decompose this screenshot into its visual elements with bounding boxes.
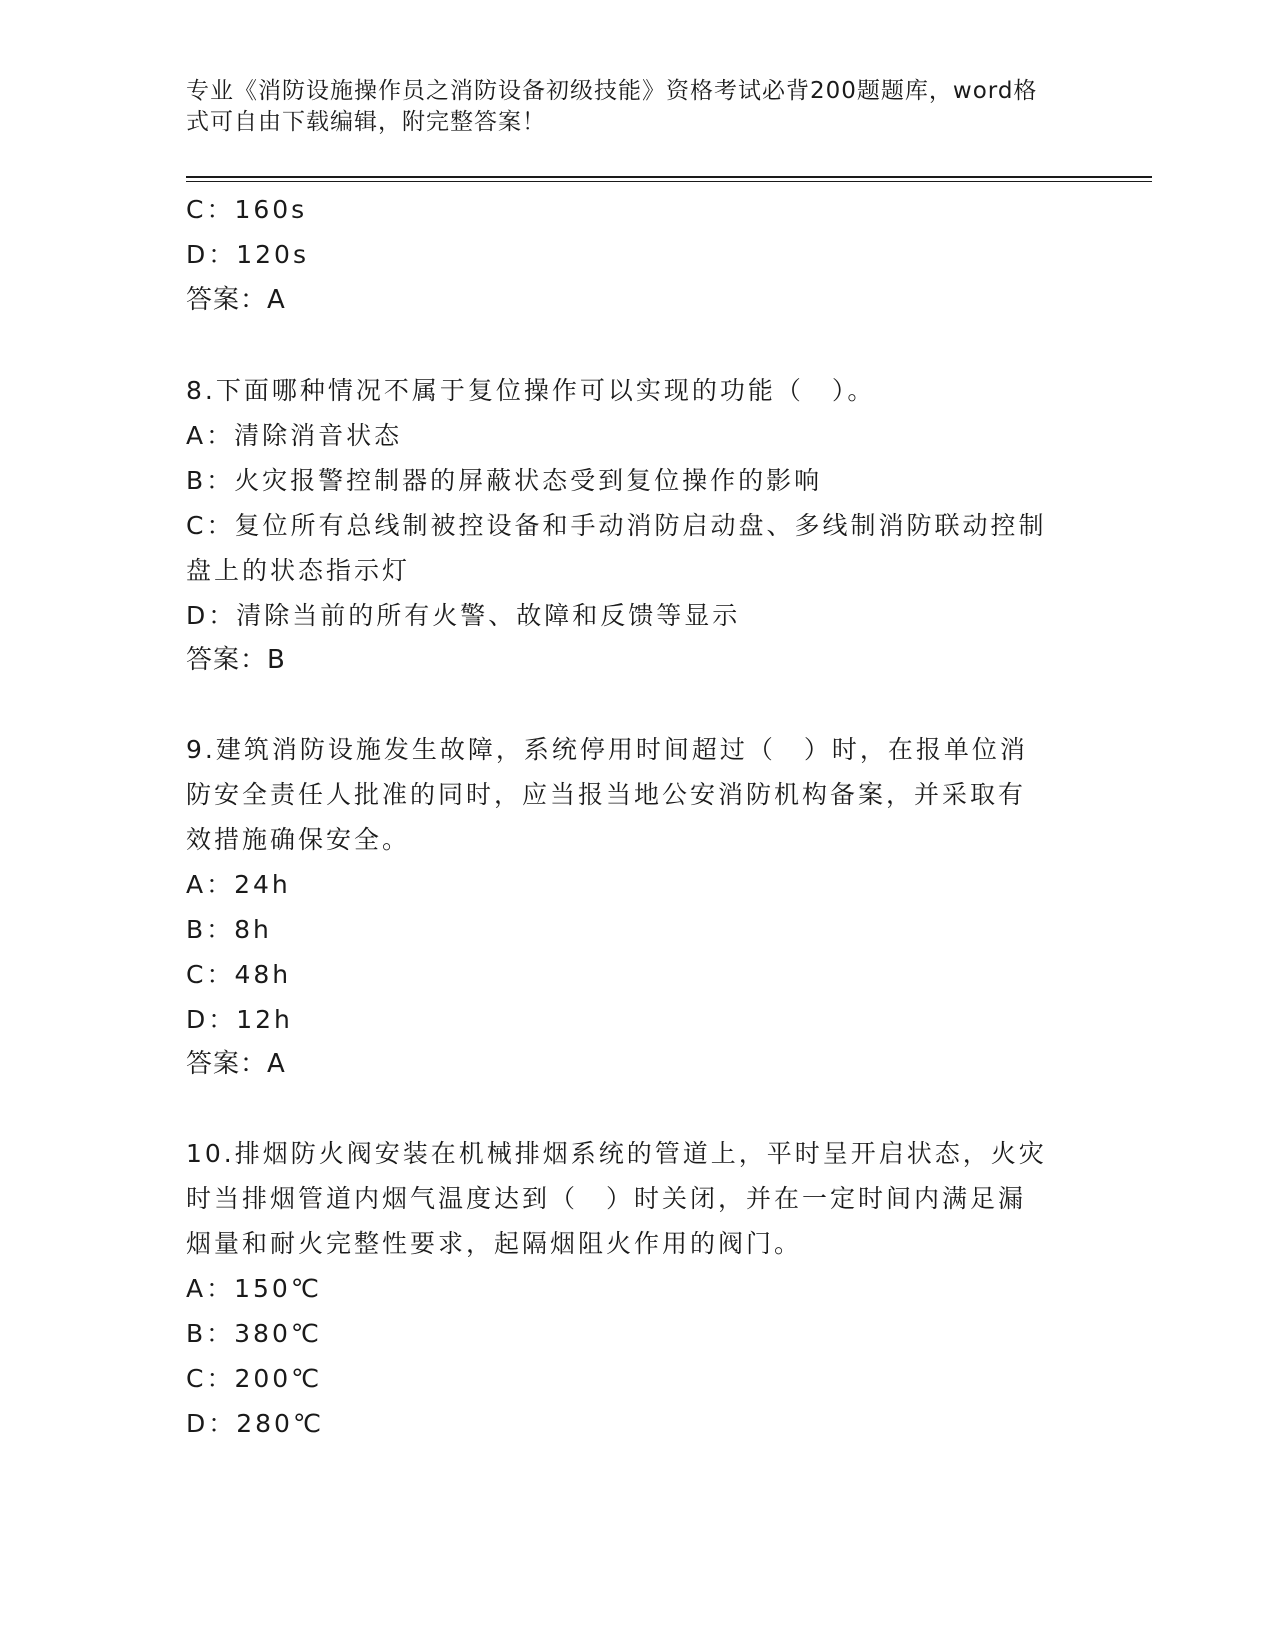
header-line-2: 式可自由下载编辑，附完整答案！: [186, 109, 546, 135]
q8-option-b: B：火灾报警控制器的屏蔽状态受到复位操作的影响: [186, 466, 823, 495]
q10-option-d: D：280℃: [186, 1409, 325, 1438]
q8-stem: 8.下面哪种情况不属于复位操作可以实现的功能（ ）。: [186, 376, 876, 405]
prev-option-c: C：160s: [186, 195, 308, 224]
document-header: [186, 76, 1066, 138]
q10-stem-line-1: 10.排烟防火阀安装在机械排烟系统的管道上，平时呈开启状态，火灾: [186, 1139, 1047, 1168]
q10-option-b: B：380℃: [186, 1319, 322, 1348]
prev-answer: 答案：A: [186, 285, 286, 315]
q9-option-c: C：48h: [186, 960, 292, 989]
q9-stem-line-3: 效措施确保安全。: [186, 825, 411, 854]
q10-option-c: C：200℃: [186, 1364, 323, 1393]
q8-answer: 答案：B: [186, 645, 286, 675]
q9-stem-line-1: 9.建筑消防设施发生故障，系统停用时间超过（ ）时，在报单位消: [186, 735, 1028, 764]
q9-option-b: B：8h: [186, 915, 272, 944]
q9-option-a: A：24h: [186, 870, 291, 899]
q10-option-a: A：150℃: [186, 1274, 322, 1303]
q10-stem-line-3: 烟量和耐火完整性要求，起隔烟阻火作用的阀门。: [186, 1229, 803, 1258]
prev-option-d: D：120s: [186, 240, 309, 269]
q8-option-c: C：复位所有总线制被控设备和手动消防启动盘、多线制消防联动控制: [186, 511, 1047, 540]
q8-option-d: D：清除当前的所有火警、故障和反馈等显示: [186, 601, 741, 630]
header-divider-thin: [186, 181, 1152, 182]
q8-option-c-cont: 盘上的状态指示灯: [186, 556, 411, 585]
q9-answer: 答案：A: [186, 1049, 286, 1079]
header-divider-thick: [186, 176, 1152, 178]
q9-stem-line-2: 防安全责任人批准的同时，应当报当地公安消防机构备案，并采取有: [186, 780, 1027, 809]
q10-stem-line-2: 时当排烟管道内烟气温度达到（ ）时关闭，并在一定时间内满足漏: [186, 1184, 1027, 1213]
q9-option-d: D：12h: [186, 1005, 293, 1034]
header-line-1: 专业《消防设施操作员之消防设备初级技能》资格考试必背200题题库，word格: [186, 78, 1038, 104]
q8-option-a: A：清除消音状态: [186, 421, 403, 450]
